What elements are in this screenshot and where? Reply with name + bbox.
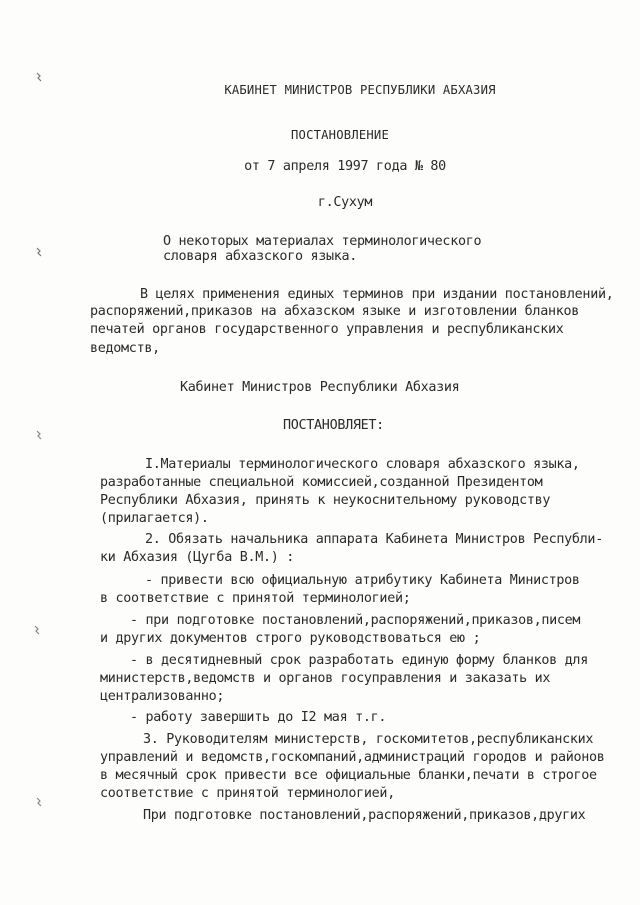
- body-line: централизованно;: [100, 689, 225, 704]
- body-line: (прилагается).: [100, 511, 209, 526]
- body-line: управлений и ведомств,госкомпаний,администраций городов и районов: [100, 750, 605, 765]
- body-line: 2. Обязать начальника аппарата Кабинета Министров Республи-: [145, 532, 603, 547]
- document-type: ПОСТАНОВЛЕНИЕ: [291, 128, 389, 142]
- preamble-line: печатей органов государственного управления и республиканских: [90, 322, 564, 337]
- body-line: ки Абхазия (Цугба В.М.) :: [100, 550, 295, 565]
- body-line: - работу завершить до I2 мая т.г.: [130, 710, 387, 725]
- binder-hole-mark: [33, 625, 41, 635]
- binder-hole-mark: [35, 797, 43, 807]
- document-city: г.Сухум: [317, 195, 373, 210]
- body-line: разработанные специальной комиссией,созданной Президентом: [100, 475, 543, 490]
- preamble-line: ведомств,: [90, 341, 160, 356]
- body-line: Республики Абхазия, принять к неукоснительному руководству: [100, 493, 551, 508]
- body-line: в месячный срок привести все официальные бланки,печати в строгое: [100, 768, 597, 783]
- body-line: I.Материалы терминологического словаря абхазского языка,: [145, 457, 580, 472]
- binder-hole-mark: [35, 72, 43, 82]
- binder-hole-mark: [35, 247, 43, 257]
- resolves-heading: ПОСТАНОВЛЯЕТ:: [283, 418, 384, 433]
- body-line: 3. Руководителям министерств, госкомитетов,республиканских: [143, 732, 594, 747]
- body-line: - в десятидневный срок разработать единую форму бланков для: [130, 653, 588, 668]
- subject-line: О некоторых материалах терминологического: [163, 234, 482, 249]
- cabinet-line: Кабинет Министров Республики Абхазия: [180, 380, 460, 395]
- body-line: и других документов строго руководствоваться ею ;: [100, 631, 481, 646]
- binder-hole-mark: [35, 430, 43, 440]
- body-line: - при подготовке постановлений,распоряжений,приказов,писем: [130, 613, 581, 628]
- preamble-line: В целях применения единых терминов при издании постановлений,: [140, 287, 614, 302]
- body-line: При подготовке постановлений,распоряжений,приказов,других: [143, 808, 586, 823]
- body-line: - привести всю официальную атрибутику Кабинета Министров: [145, 573, 580, 588]
- body-line: в соответствие с принятой терминологией;: [100, 591, 411, 606]
- preamble-line: распоряжений,приказов на абхазском языке и изготовлении бланков: [90, 304, 579, 319]
- organization-title: КАБИНЕТ МИНИСТРОВ РЕСПУБЛИКИ АБХАЗИЯ: [224, 83, 496, 97]
- document-date-number: от 7 апреля 1997 года № 80: [244, 159, 446, 174]
- body-line: министерств,ведомств и органов госуправления и заказать их: [100, 671, 551, 686]
- body-line: соответствие с принятой терминологией,: [100, 786, 395, 801]
- subject-line: словаря абхазского языка.: [163, 249, 358, 264]
